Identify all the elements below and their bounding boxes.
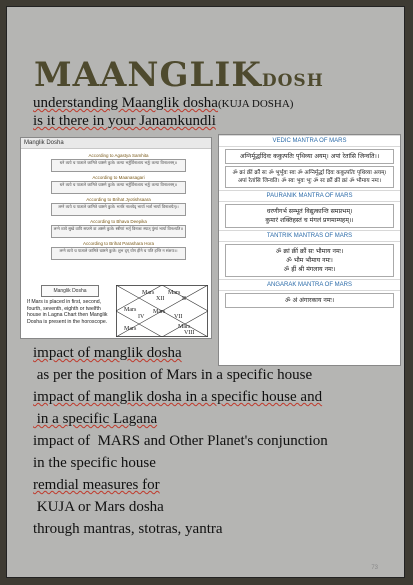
pauranik-line-2: कुमारं शक्तिहस्तं च मंगलं प्रणमाम्यहम्।। xyxy=(265,217,354,224)
panel-header: Manglik Dosha xyxy=(21,138,211,149)
tantrik-mantra xyxy=(225,244,394,277)
chart-label: Mars xyxy=(178,324,191,330)
intro-line-2 xyxy=(33,113,216,130)
vedic-mantra-heading: VEDIC MANTRA OF MARS xyxy=(219,135,400,147)
chart-label: Mars xyxy=(142,290,155,296)
body-line xyxy=(33,389,322,406)
body-line xyxy=(33,345,182,362)
tantrik-line-2: ॐ भौम भौमाय नमः। xyxy=(286,257,333,264)
shloka-heading: According to Bhava Deepika xyxy=(90,219,147,224)
tantrik-line-3: ॐ ह्रीं श्री मंगलाय नमः। xyxy=(283,266,336,273)
manglik-dosha-label: Manglik Dosha xyxy=(41,285,99,297)
chart-label: Mars xyxy=(153,309,166,315)
mars-mantra-panel xyxy=(218,134,401,366)
lagna-chart xyxy=(116,285,208,337)
shloka-box: धने व्यये च पाताले जामित्रे चाष्टमे कुजे। कन्या भर्तुर्विनाशाय भर्तुः कन्या विनाशनम्।। xyxy=(51,159,186,172)
shloka-heading: According to Agastya Samhita xyxy=(88,153,149,158)
tantrik-mantra-heading: TANTRIK MANTRAS OF MARS xyxy=(219,230,400,242)
shloka-box: लग्ने व्यये च पाताले जामित्रे चाष्टमे कुजे। भर्तारं नाशयेद् भार्या भर्ता भार्या विनाशयेत्।। xyxy=(51,203,186,216)
chart-number: II xyxy=(182,296,186,302)
body-line: as per the position of Mars in a specific house xyxy=(33,367,313,383)
chart-number: VII xyxy=(174,314,183,320)
body-line: impact of MARS and Other Planet's conjunction xyxy=(33,433,328,449)
chart-number: IV xyxy=(138,314,145,320)
shloka-box: धने व्यये च पाताले जामित्रे चाष्टमे कुजे। कन्या भर्तुर्विनाशाय भर्तुः कन्या विनाशनम्।। xyxy=(51,181,186,194)
angarak-mantra-heading: ANGARAK MANTRA OF MARS xyxy=(219,279,400,291)
shloka-box: लग्ने व्यये च पाताले जामित्रे चाष्टमे कुजे। शुभ दृग् योग हीने च पति हन्ति न संशयः।। xyxy=(51,247,186,260)
body-line xyxy=(33,477,160,494)
intro-line-1 xyxy=(33,95,293,112)
body-line: through mantras, stotras, yantra xyxy=(33,521,223,537)
shloka-box: लग्ने व्यये सुखे वापि सप्तमे वा अष्टमे कुजे। स्त्रीणां भर्तृ विनाशः स्यात् पुंसां भार्या विनश्यति।। xyxy=(51,225,186,238)
angarak-mantra: ॐ अं अंगारकाय नमः। xyxy=(225,293,394,308)
tantrik-line-1: ॐ क्रां क्रीं क्रौं सः भौमाय नमः। xyxy=(275,248,344,255)
shloka-heading: According to Brihat Parashara Hora xyxy=(82,241,155,246)
pauranik-mantra-heading: PAURANIK MANTRA OF MARS xyxy=(219,190,400,202)
body-line: KUJA or Mars dosha xyxy=(33,499,164,515)
shloka-heading: According to Brihat Jyotishsaara xyxy=(86,197,151,202)
document-page xyxy=(6,6,405,578)
chart-label: Mars xyxy=(168,290,181,296)
title-sub: DOSH xyxy=(261,71,324,91)
pauranik-mantra xyxy=(225,204,394,228)
page-title xyxy=(34,55,324,95)
shloka-heading: According to Maanasagari xyxy=(92,175,145,180)
manglik-dosha-panel xyxy=(20,137,212,339)
body-line-text: impact of manglik dosha in a specific house and xyxy=(33,389,323,405)
body-line-text: in a specific Lagana xyxy=(33,411,158,427)
chart-number: XII xyxy=(156,296,165,302)
pauranik-line-1: धरणीगर्भ सम्भूतं विद्युत्कान्ति समप्रभम्। xyxy=(266,208,353,215)
shloka-column xyxy=(51,150,186,260)
body-line-text: impact of manglik dosha xyxy=(33,345,182,361)
chart-number: VIII xyxy=(184,330,195,336)
page-number: 73 xyxy=(371,565,378,571)
body-line: in the specific house xyxy=(33,455,156,471)
manglik-note: If Mars is placed in first, second, fourth, seventh, eighth or twelfth house in Lagna Chart then Manglik Dosha is present in the horoscope. xyxy=(27,299,108,325)
vedic-mantra-1: अग्निर्मूर्द्धादिवः ककुत्पतिः पृथिव्या अयम्। अपां रेतांसि जिन्वति।। xyxy=(225,149,394,164)
body-line-text: remdial measures for xyxy=(33,477,160,493)
intro-line-2-text: is it there in your Janamkundli xyxy=(33,113,216,129)
intro-line-1-text: understanding Maanglik dosha xyxy=(33,95,218,111)
chart-label: Mars xyxy=(124,326,137,332)
body-line xyxy=(33,411,157,428)
vedic-mantra-3: ॐ क्रां क्रीं क्रौं सः ॐ भूर्भुवः स्वः ॐ अग्निर्मूर्द्धा दिवः ककुत्पतिः पृथिव्या अयम्। अपां रेतांसि जिन्वति। ॐ स्वः भुवः भूः ॐ सः क्रौं क्रीं क्रां ॐ भौमाय नमः। xyxy=(225,166,394,188)
chart-label: Mars xyxy=(124,307,137,313)
intro-line-1-sub: (KUJA DOSHA) xyxy=(217,98,294,110)
title-main: MAANGLIK xyxy=(34,55,262,95)
